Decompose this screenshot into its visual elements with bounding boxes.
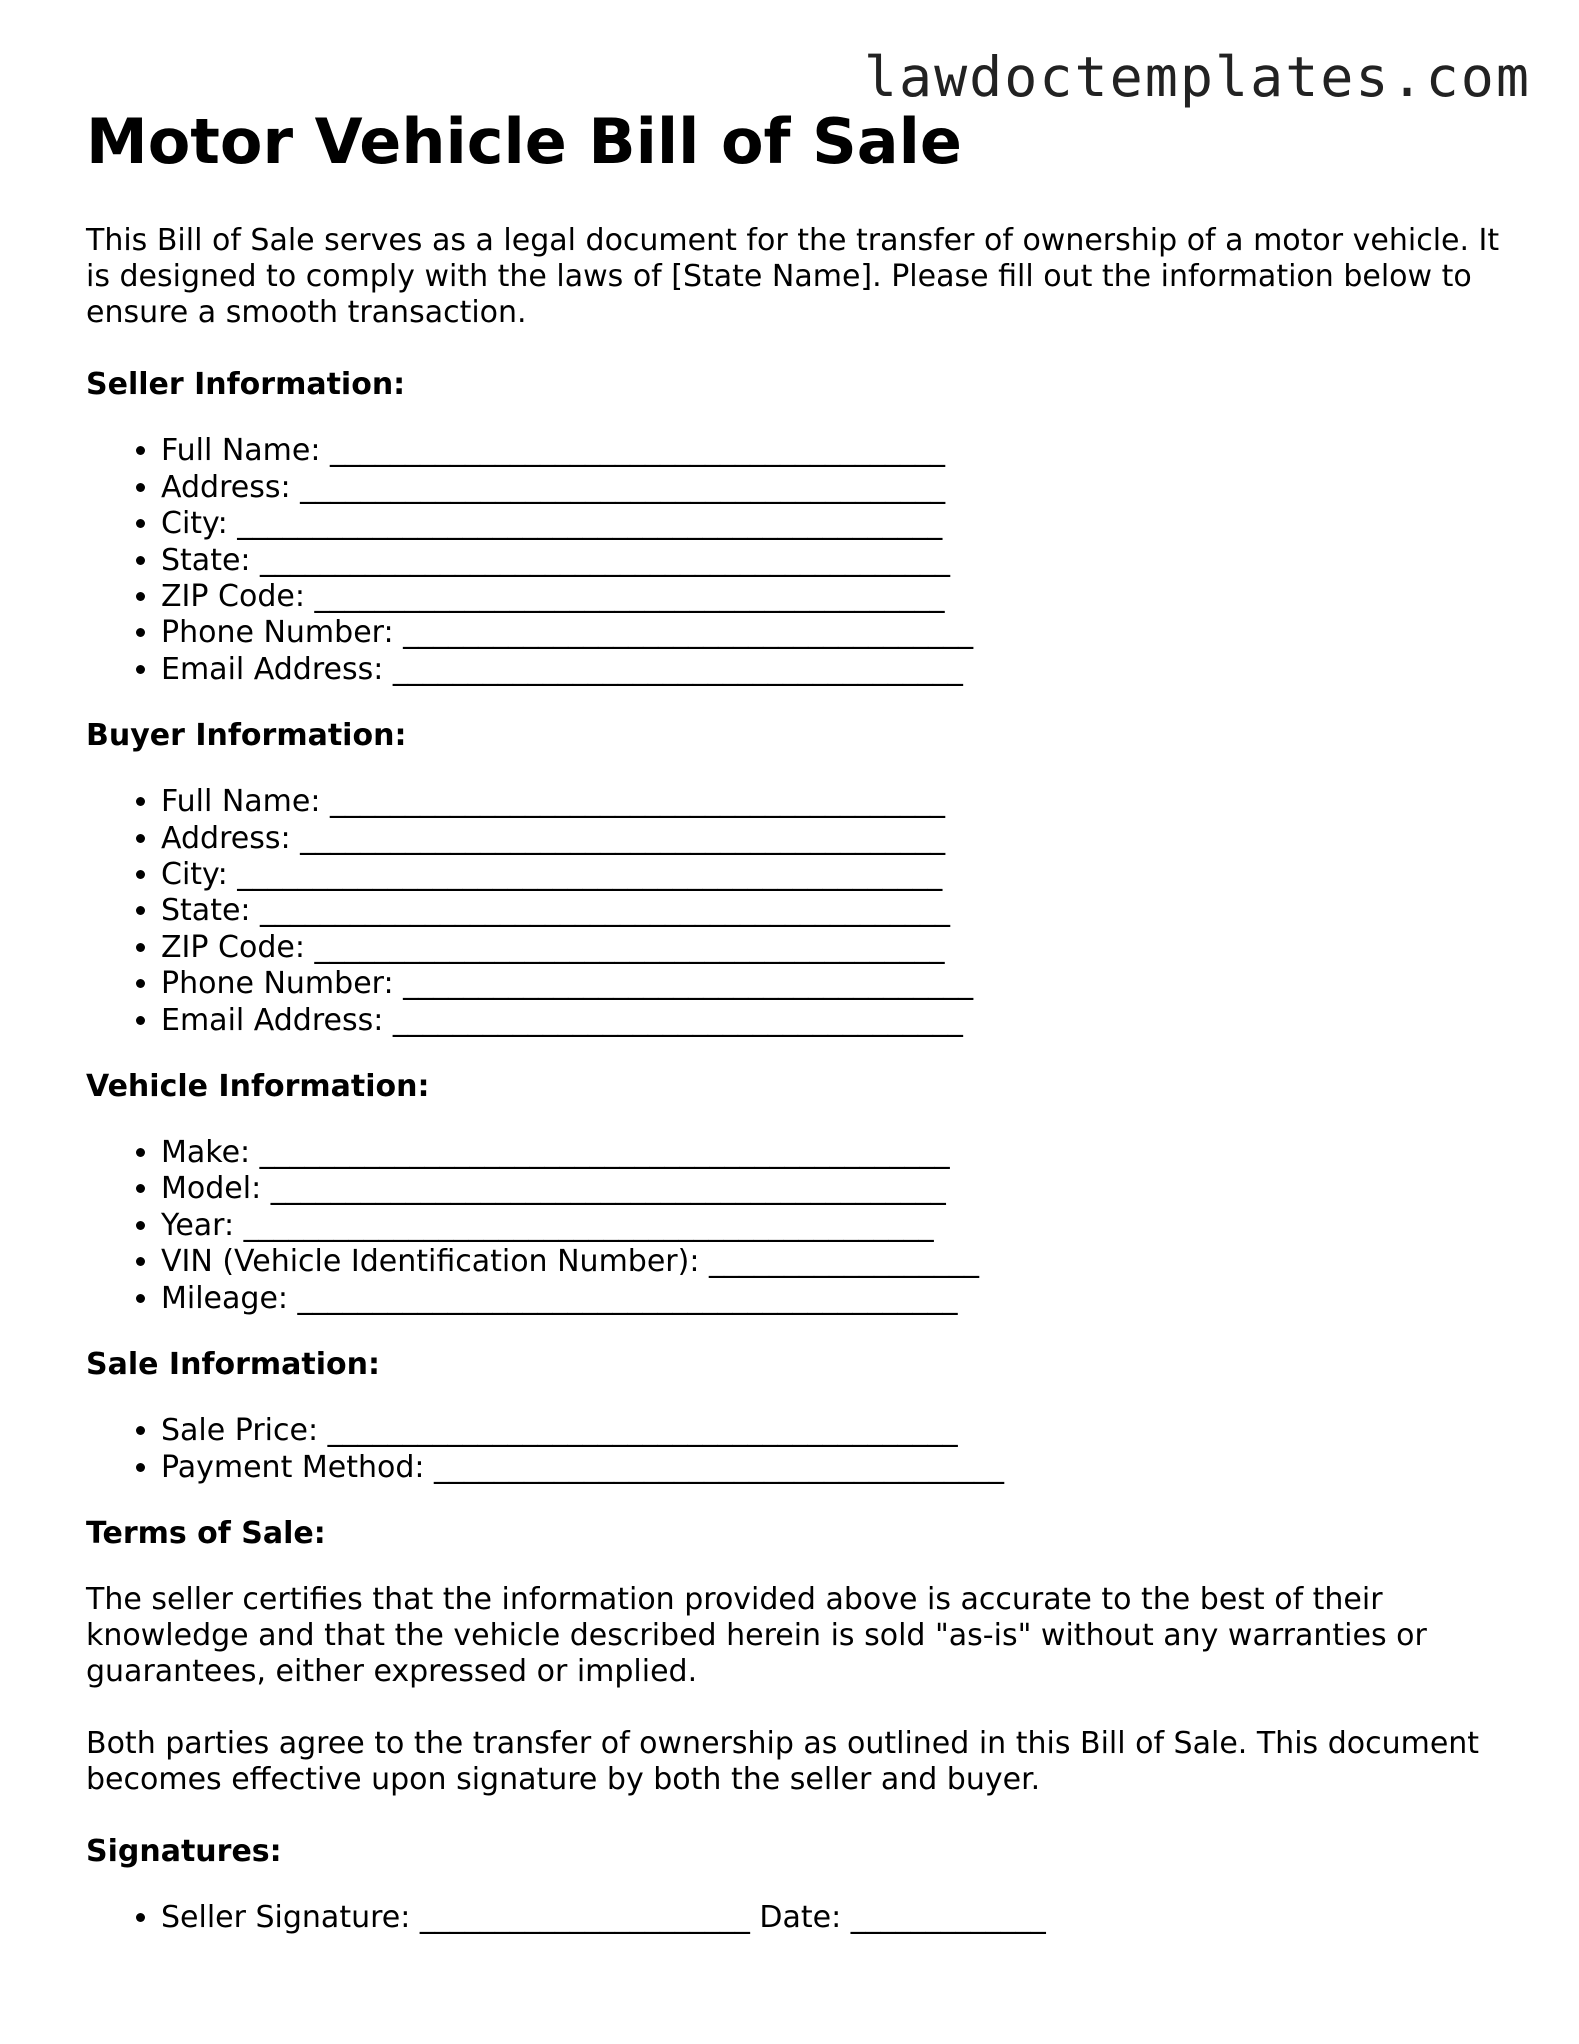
vehicle-model-field: • Model: _____________________________________________ [161, 1171, 1506, 1207]
sale-price-field: • Sale Price: __________________________________________ [161, 1413, 1506, 1449]
buyer-full-name-field: • Full Name: _________________________________________ [161, 784, 1506, 820]
seller-full-name-field: • Full Name: _________________________________________ [161, 433, 1506, 469]
vehicle-heading: Vehicle Information: [86, 1069, 430, 1105]
seller-state-field: • State: ______________________________________________ [161, 543, 1506, 579]
buyer-phone-field: • Phone Number: ______________________________________ [161, 966, 1506, 1002]
seller-email-field: • Email Address: ______________________________________ [161, 652, 1506, 688]
buyer-state-field: • State: ______________________________________________ [161, 893, 1506, 929]
seller-zip-field: • ZIP Code: __________________________________________ [161, 579, 1506, 615]
vehicle-mileage-field: • Mileage: ____________________________________________ [161, 1281, 1506, 1317]
buyer-city-field: • City: _______________________________________________ [161, 857, 1506, 893]
seller-signature-field: • Seller Signature: ______________________ Date: _____________ [161, 1900, 1506, 1936]
payment-method-field: • Payment Method: ______________________________________ [161, 1450, 1506, 1486]
signatures-list [86, 1900, 1506, 1936]
document-title: Motor Vehicle Bill of Sale [86, 105, 962, 178]
vehicle-fields-list [86, 1135, 1506, 1317]
vehicle-vin-field: • VIN (Vehicle Identification Number): __________________ [161, 1244, 1506, 1280]
terms-heading: Terms of Sale: [86, 1515, 326, 1551]
site-watermark: lawdoctemplates.com [863, 45, 1531, 109]
seller-fields-list [86, 433, 1506, 688]
buyer-zip-field: • ZIP Code: __________________________________________ [161, 930, 1506, 966]
signatures-heading: Signatures: [86, 1833, 282, 1869]
seller-phone-field: • Phone Number: ______________________________________ [161, 615, 1506, 651]
sale-fields-list [86, 1413, 1506, 1486]
seller-address-field: • Address: ___________________________________________ [161, 470, 1506, 506]
buyer-email-field: • Email Address: ______________________________________ [161, 1003, 1506, 1039]
buyer-fields-list [86, 784, 1506, 1039]
intro-paragraph: This Bill of Sale serves as a legal document for the transfer of ownership of a motor vehicle. It is designed to comply with the laws of [State Name]. Please fill out the information below to ensure a smooth transaction. [86, 223, 1500, 331]
seller-heading: Seller Information: [86, 367, 406, 403]
terms-paragraph-as-is: The seller certifies that the information provided above is accurate to the best of their knowledge and that the vehicle described herein is sold "as-is" without any warranties or guarantees, either expressed or implied. [86, 1581, 1427, 1689]
seller-city-field: • City: _______________________________________________ [161, 506, 1506, 542]
buyer-address-field: • Address: ___________________________________________ [161, 821, 1506, 857]
document-page [86, 105, 1506, 1966]
terms-paragraph-agreement: Both parties agree to the transfer of ownership as outlined in this Bill of Sale. This document becomes effective upon signature by both the seller and buyer. [86, 1725, 1480, 1797]
vehicle-make-field: • Make: ______________________________________________ [161, 1135, 1506, 1171]
buyer-heading: Buyer Information: [86, 718, 407, 754]
vehicle-year-field: • Year: ______________________________________________ [161, 1208, 1506, 1244]
sale-heading: Sale Information: [86, 1347, 380, 1383]
